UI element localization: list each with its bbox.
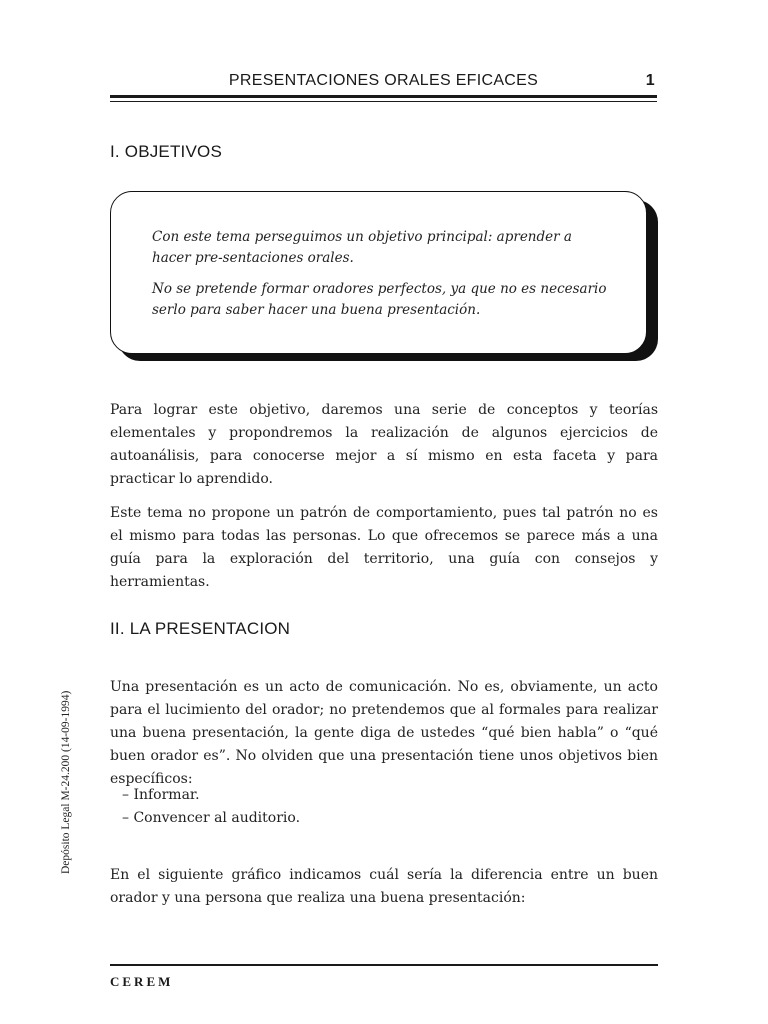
- footer-rule: [110, 964, 658, 966]
- section-title-presentacion: II. LA PRESENTACION: [110, 619, 291, 638]
- list-item: – Informar.: [122, 787, 200, 803]
- callout-paragraph-2: No se pretende formar oradores perfectos, ya que no es necesario serlo para saber hacer una buena presentación.: [152, 281, 607, 318]
- list-item: – Convencer al auditorio.: [122, 810, 301, 826]
- callout-box: [110, 191, 647, 354]
- legal-deposit-note: Depósito Legal M-24.200 (14-09-1994): [60, 690, 72, 874]
- header-title: PRESENTACIONES ORALES EFICACES: [228, 72, 539, 89]
- callout-paragraph-1: Con este tema perseguimos un objetivo principal: aprender a hacer pre-sentaciones orales.: [152, 229, 572, 266]
- page-header: [110, 72, 657, 94]
- page-number: 1: [645, 72, 655, 89]
- section-title-objetivos: I. OBJETIVOS: [110, 142, 222, 161]
- footer-publisher: CEREM: [110, 974, 174, 989]
- header-rule-thin: [110, 101, 657, 102]
- section2-paragraph-2: En el siguiente gráfico indicamos cuál sería la diferencia entre un buen orador y una persona que realiza una buena presentación:: [110, 867, 658, 906]
- header-rule-thick: [110, 95, 657, 98]
- body-paragraph-2: Este tema no propone un patrón de comportamiento, pues tal patrón no es el mismo para todas las personas. Lo que ofrecemos se parece más a una guía para la exploración del territorio, una guía con consejos y herramientas.: [110, 505, 658, 590]
- objectives-list: [122, 784, 300, 830]
- section2-paragraph-1: Una presentación es un acto de comunicación. No es, obviamente, un acto para el lucimiento del orador; no pretendemos que al formales para realizar una buena presentación, la gente diga de ustedes “qué bien habla” o “qué buen orador es”. No olviden que una presentación tiene unos objetivos bien específicos:: [110, 679, 658, 787]
- body-paragraph-1: Para lograr este objetivo, daremos una serie de conceptos y teorías elementales y propondremos la realización de algunos ejercicios de autoanálisis, para conocerse mejor a sí mismo en esta faceta y para practicar lo aprendido.: [110, 402, 658, 487]
